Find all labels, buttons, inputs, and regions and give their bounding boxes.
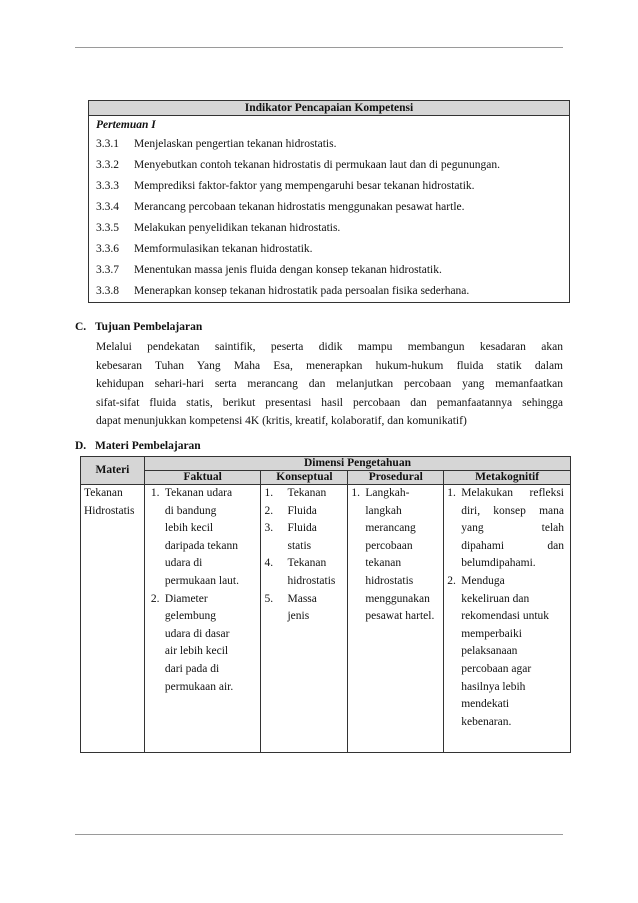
item-line: Fluida: [287, 522, 317, 535]
indicator-code: 3.3.7: [96, 264, 119, 276]
item-number: 1.: [447, 487, 456, 499]
col-faktual-header: Faktual: [144, 471, 261, 485]
section-d-title: Materi Pembelajaran: [95, 440, 201, 452]
col-group-header: Dimensi Pengetahuan: [144, 457, 570, 471]
header-rule: [75, 47, 563, 48]
item-line: diri, konsep mana: [461, 504, 564, 517]
materi-name-line: Tekanan: [84, 487, 123, 499]
indicator-code: 3.3.5: [96, 222, 119, 234]
item-line: permukaan laut.: [164, 574, 239, 587]
indicator-code: 3.3.1: [96, 138, 119, 150]
indicator-table-header: Indikator Pencapaian Kompetensi: [89, 101, 569, 116]
item-line: mendekati: [461, 698, 510, 711]
item-line: Tekanan udara: [164, 487, 233, 499]
indicator-row: [96, 197, 569, 218]
prosedural-cell: [348, 485, 444, 753]
materi-name-line: Hidrostatis: [84, 504, 135, 517]
faktual-item: [151, 591, 261, 697]
paragraph-line: kebesaran Tuhan Yang Maha Esa, menerapkan hukum-hukum fluida statik dalam: [96, 359, 563, 372]
item-line: Massa: [287, 592, 317, 605]
col-materi-header: Materi: [81, 457, 145, 485]
indicator-row: [96, 281, 569, 302]
konseptual-item: [264, 485, 347, 503]
indicator-table: [88, 100, 570, 303]
item-line: belumdipahami.: [461, 557, 536, 570]
item-line: udara di dasar: [164, 627, 230, 640]
item-number: 2.: [150, 592, 160, 605]
item-line: permukaan air.: [164, 680, 234, 693]
indicator-text: Merancang percobaan tekanan hidrostatis menggunakan pesawat hartle.: [134, 201, 465, 213]
item-line: udara di: [164, 557, 203, 570]
item-line: Menduga: [461, 574, 505, 587]
item-line: langkah: [365, 504, 402, 517]
item-line: percobaan agar: [461, 662, 532, 675]
item-line: Melakukan refleksi: [461, 487, 564, 499]
indicator-row: [96, 176, 569, 197]
section-d-heading: [75, 440, 201, 452]
metakognitif-cell: [444, 485, 571, 753]
item-number: 1.: [150, 487, 160, 499]
meeting-label: Pertemuan I: [96, 119, 156, 131]
learning-objective-paragraph: [96, 338, 563, 431]
indicator-row: [96, 155, 569, 176]
indicator-text: Memformulasikan tekanan hidrostatik.: [134, 243, 313, 255]
item-line: Tekanan: [287, 557, 327, 570]
indicator-list: [96, 134, 569, 302]
col-konseptual-header: Konseptual: [261, 471, 348, 485]
item-line: kebenaran.: [461, 715, 512, 728]
item-line: Langkah-: [365, 487, 410, 499]
item-line: gelembung: [164, 610, 217, 623]
paragraph-line: Melalui pendekatan saintifik, peserta didik mampu membangun kesadaran akan: [96, 341, 563, 353]
konseptual-item: [264, 555, 347, 590]
item-line: hidrostatis: [287, 574, 336, 587]
item-line: rekomendasi untuk: [461, 610, 550, 623]
section-c-title: Tujuan Pembelajaran: [95, 321, 203, 333]
materi-cell: [81, 485, 145, 753]
item-line: percobaan: [365, 539, 413, 552]
item-line: jenis: [287, 610, 310, 623]
faktual-item: [151, 485, 261, 591]
indicator-row: [96, 134, 569, 155]
item-number: 2.: [447, 574, 456, 587]
konseptual-item: [264, 591, 347, 626]
indicator-row: [96, 218, 569, 239]
item-line: yang telah: [461, 522, 564, 535]
indicator-code: 3.3.6: [96, 243, 119, 255]
item-line: di bandung: [164, 504, 217, 517]
indicator-text: Menjelaskan pengertian tekanan hidrostatis.: [134, 138, 337, 150]
item-line: Diameter: [164, 592, 208, 605]
indicator-table-body: [89, 116, 569, 302]
konseptual-cell: [261, 485, 348, 753]
item-number: 1.: [351, 487, 360, 499]
paragraph-line: kehidupan sehari-hari serta merancang dan melanjutkan percobaan yang memanfaatkan: [96, 378, 563, 391]
item-line: memperbaiki: [461, 627, 522, 640]
paragraph-line: dapat menunjukkan kompetensi 4K (kritis, kreatif, kolaboratif, dan komunikatif): [96, 415, 467, 428]
item-line: tekanan: [365, 557, 402, 570]
section-c-heading: [75, 321, 202, 333]
item-line: dari pada di: [164, 662, 220, 675]
materi-table: [80, 456, 571, 753]
indicator-row: [96, 239, 569, 260]
item-line: hidrostatis: [365, 574, 414, 587]
konseptual-item: [264, 520, 347, 555]
item-line: air lebih kecil: [164, 645, 229, 658]
item-line: lebih kecil: [164, 522, 214, 535]
indicator-code: 3.3.3: [96, 180, 119, 192]
item-line: daripada tekann: [164, 539, 239, 552]
faktual-cell: [144, 485, 261, 753]
item-line: Fluida: [287, 504, 317, 517]
item-number: 5.: [264, 592, 274, 605]
item-number: 1.: [264, 487, 274, 499]
item-line: hasilnya lebih: [461, 680, 526, 693]
item-line: dipahami dan: [461, 539, 564, 552]
indicator-text: Menentukan massa jenis fluida dengan konsep tekanan hidrostatik.: [134, 264, 442, 276]
section-d-letter: D.: [75, 440, 87, 452]
footer-rule: [75, 834, 563, 835]
section-c-letter: C.: [75, 321, 87, 333]
col-prosedural-header: Prosedural: [348, 471, 444, 485]
item-number: 4.: [264, 557, 274, 570]
item-number: 3.: [264, 522, 274, 535]
item-number: 2.: [264, 504, 274, 517]
item-line: pelaksanaan: [461, 645, 518, 658]
indicator-text: Menyebutkan contoh tekanan hidrostatis di permukaan laut dan di pegunungan.: [134, 159, 500, 171]
prosedural-item: [351, 485, 443, 626]
item-line: kekeliruan dan: [461, 592, 530, 605]
paragraph-line: sifat-sifat fluida statis, berikut presentasi hasil percobaan dan pemanfaatannya sehingga: [96, 396, 563, 409]
konseptual-item: [264, 503, 347, 521]
item-line: pesawat hartel.: [365, 610, 435, 623]
metakognitif-item: [447, 485, 564, 573]
item-line: Tekanan: [287, 487, 327, 499]
indicator-text: Memprediksi faktor-faktor yang mempengaruhi besar tekanan hidrostatik.: [134, 180, 475, 192]
item-line: merancang: [365, 522, 416, 535]
metakognitif-item: [447, 573, 564, 731]
item-line: statis: [287, 539, 312, 552]
indicator-text: Menerapkan konsep tekanan hidrostatik pada persoalan fisika sederhana.: [134, 285, 470, 297]
indicator-code: 3.3.2: [96, 159, 119, 171]
item-line: menggunakan: [365, 592, 430, 605]
col-metakognitif-header: Metakognitif: [444, 471, 571, 485]
indicator-code: 3.3.8: [96, 285, 119, 297]
indicator-row: [96, 260, 569, 281]
indicator-text: Melakukan penyelidikan tekanan hidrostatis.: [134, 222, 341, 234]
indicator-code: 3.3.4: [96, 201, 119, 213]
